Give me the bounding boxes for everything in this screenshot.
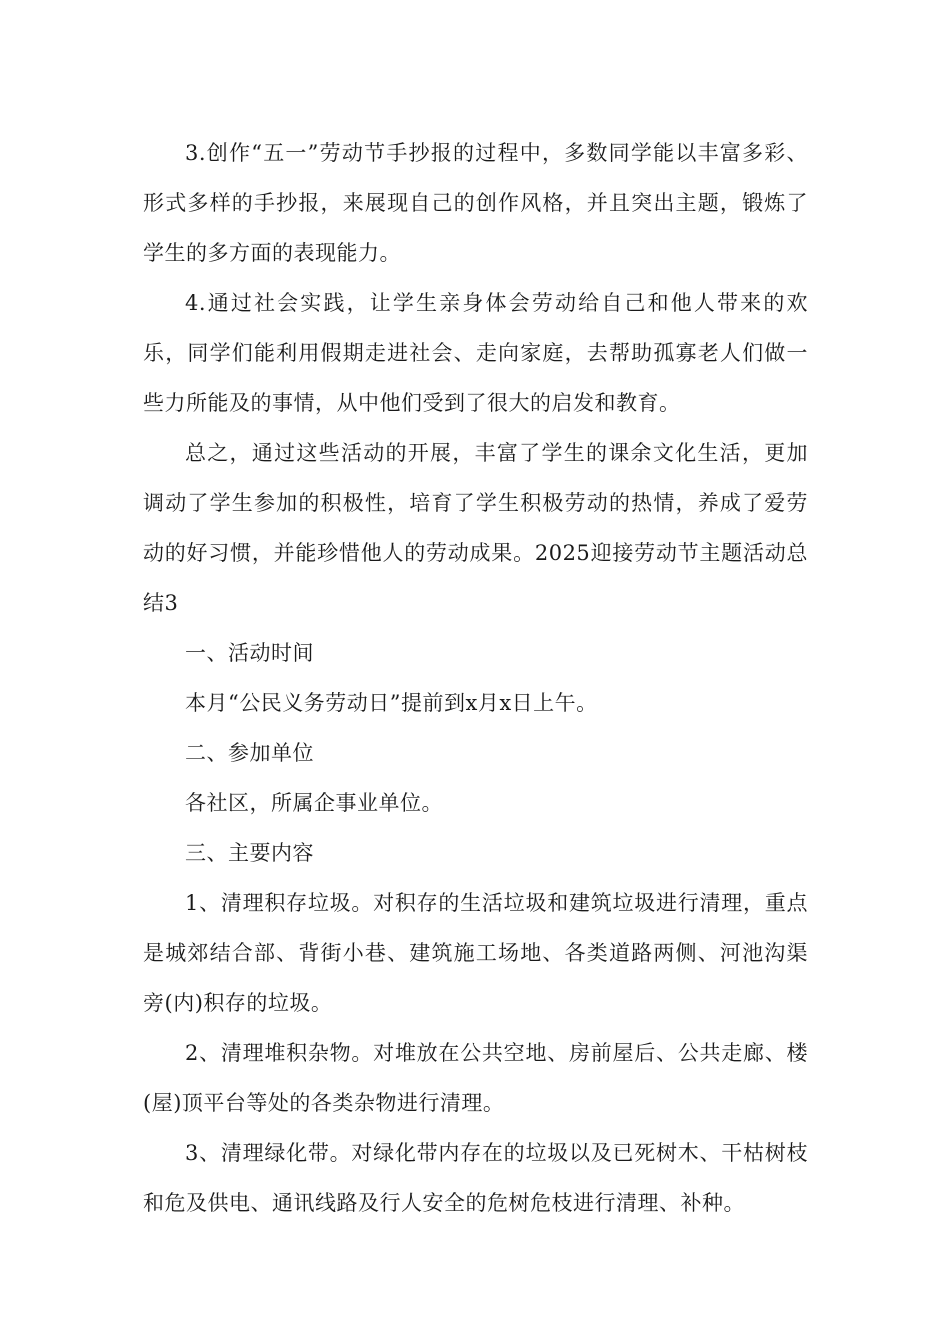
- paragraph-point-4: 4.通过社会实践，让学生亲身体会劳动给自己和他人带来的欢乐，同学们能利用假期走进社会、走向家庭，去帮助孤寡老人们做一些力所能及的事情，从中他们受到了很大的启发和教育。: [143, 291, 808, 415]
- heading-activity-time: 一、活动时间: [185, 641, 314, 665]
- heading-main-content: 三、主要内容: [185, 841, 314, 865]
- document-page: [143, 128, 808, 1228]
- paragraph-participants: 各社区，所属企事业单位。: [185, 791, 443, 815]
- paragraph-activity-time: 本月“公民义务劳动日”提前到x月x日上午。: [185, 691, 598, 715]
- paragraph-content-3: 3、清理绿化带。对绿化带内存在的垃圾以及已死树木、干枯树枝和危及供电、通讯线路及行人安全的危树危枝进行清理、补种。: [143, 1141, 808, 1215]
- paragraph-content-1: 1、清理积存垃圾。对积存的生活垃圾和建筑垃圾进行清理，重点是城郊结合部、背街小巷、建筑施工场地、各类道路两侧、河池沟渠旁(内)积存的垃圾。: [143, 891, 808, 1015]
- paragraph-content-2: 2、清理堆积杂物。对堆放在公共空地、房前屋后、公共走廊、楼(屋)顶平台等处的各类杂物进行清理。: [143, 1041, 808, 1115]
- paragraph-summary: 总之，通过这些活动的开展，丰富了学生的课余文化生活，更加调动了学生参加的积极性，培育了学生积极劳动的热情，养成了爱劳动的好习惯，并能珍惜他人的劳动成果。2025迎接劳动节主题活动总结3: [143, 441, 808, 615]
- heading-participants: 二、参加单位: [185, 741, 314, 765]
- paragraph-point-3: 3.创作“五一”劳动节手抄报的过程中，多数同学能以丰富多彩、形式多样的手抄报，来展现自己的创作风格，并且突出主题，锻炼了学生的多方面的表现能力。: [143, 141, 808, 265]
